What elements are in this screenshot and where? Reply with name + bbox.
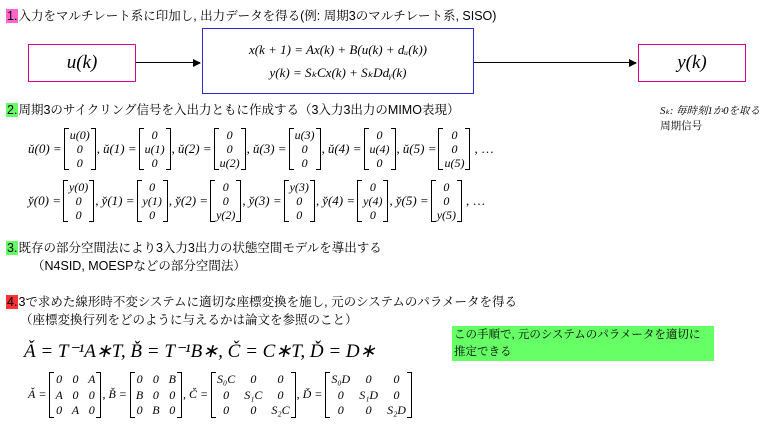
y-vector-3: y(3) 0 0 — [284, 180, 315, 222]
step-4-subtext: （座標変換行列をどのように与えるかは論文を参照のこと） — [20, 313, 358, 327]
u-item-3: ǔ(3) = u(3) 0 0 , — [252, 128, 325, 171]
y-item-4: y̌(4) = 0 y(4) 0 , — [322, 180, 393, 223]
matrix-label-B: B̌ = — [108, 387, 127, 402]
u-vector-5: 0 0 u(5) — [438, 128, 470, 170]
block-diagram — [6, 28, 762, 94]
y-item-0: y̌(0) = y(0) 0 0 , — [28, 180, 99, 223]
matrices-row: Ǎ = 0 0 A A 0 0 0 A 0 , B̌ = 0 0 B B 0 0 0 B 0 , Č = S₀C 0 0 0 S₁C 0 0 0 S₂C , Ď = S₀D 0 0 0 S₁D 0 0 0 S₂D — [28, 372, 412, 418]
y-item-2: y̌(2) = 0 0 y(2) , — [175, 180, 246, 223]
y-vector-2: 0 0 y(2) — [210, 180, 241, 222]
u-item-0: ǔ(0) = u(0) 0 0 , — [28, 128, 100, 171]
step-1-text: 入力をマルチレート系に印加し, 出力データを得る(例: 周期3のマルチレート系, SISO) — [18, 9, 497, 23]
arrow-input-to-system — [136, 62, 200, 63]
matrix-D: S₀D 0 0 0 S₁D 0 0 0 S₂D — [325, 372, 412, 418]
y-vector-5: 0 0 y(5) — [431, 180, 462, 222]
sk-note-line1: Sₖ: 毎時刻1か0を取る — [660, 106, 760, 117]
y-item-1: y̌(1) = 0 y(1) 0 , — [101, 180, 173, 223]
state-equation: x(k + 1) = Ax(k) + B(u(k) + dᵤ(k)) — [249, 41, 427, 57]
u-sequence-ellipsis: , … — [474, 141, 494, 157]
y-label-4: y̌(4) = — [322, 193, 356, 209]
y-vector-1: 0 y(1) 0 — [137, 180, 168, 222]
u-label-4: ǔ(4) = — [327, 141, 362, 157]
step-2-text: 周期3のサイクリング信号を入出力ともに作成する（3入力3出力のMIMO表現） — [18, 103, 460, 117]
y-item-5 — [396, 180, 462, 222]
u-label-3: ǔ(3) = — [252, 141, 287, 157]
y-label-3: y̌(3) = — [248, 193, 282, 209]
u-item-5 — [403, 128, 471, 170]
system-equation-box — [202, 28, 474, 94]
matrix-B: 0 0 B B 0 0 0 B 0 — [130, 372, 182, 418]
transform-equation: Ǎ = T⁻¹A∗T, B̌ = T⁻¹B∗, Č = C∗T, Ď = D∗ — [24, 341, 376, 362]
step-1 — [6, 6, 496, 24]
u-label-0: ǔ(0) = — [28, 141, 62, 157]
u-vector-1: 0 u(1) 0 — [139, 128, 171, 170]
u-vector-2: 0 0 u(2) — [214, 128, 246, 170]
input-box: u(k) — [28, 44, 136, 82]
y-sequence-ellipsis: , … — [466, 193, 486, 209]
y-label-5: y̌(5) = — [395, 193, 429, 209]
step-4-number: 4. — [7, 295, 18, 309]
conclusion-line2: 推定できる — [454, 345, 512, 358]
step-2 — [6, 100, 459, 118]
y-sequence-row — [28, 180, 486, 222]
output-equation: y(k) = SₖCx(k) + SₖDdᵧ(k) — [269, 64, 407, 80]
u-label-1: ǔ(1) = — [102, 141, 137, 157]
matrix-C: S₀C 0 0 0 S₁C 0 0 0 S₂C — [211, 372, 296, 418]
matrix-A: 0 0 A A 0 0 0 A 0 — [49, 372, 101, 418]
conclusion-line1: この手順で, 元のシステムのパラメータを適切に — [454, 329, 701, 341]
y-label-1: y̌(1) = — [101, 193, 135, 209]
sk-note — [660, 104, 760, 134]
u-vector-4: 0 u(4) 0 — [364, 128, 396, 170]
y-vector-0: y(0) 0 0 — [63, 180, 94, 222]
y-label-2: y̌(2) = — [175, 193, 209, 209]
step-3-number: 3. — [7, 241, 18, 255]
matrix-label-A: Ǎ = — [28, 387, 47, 402]
output-box: y(k) — [638, 44, 746, 82]
u-vector-0: u(0) 0 0 — [64, 128, 96, 170]
matrix-label-C: Č = — [188, 387, 209, 402]
y-label-0: y̌(0) = — [28, 193, 61, 209]
conclusion-highlight — [452, 326, 714, 361]
step-3 — [6, 238, 382, 256]
step-3-subtext: （N4SID, MOESPなどの部分空間法） — [32, 259, 246, 273]
step-3-text: 既存の部分空間法により3入力3出力の状態空間モデルを導出する — [18, 241, 382, 255]
u-vector-3: u(3) 0 0 — [289, 128, 321, 170]
step-2-number: 2. — [7, 103, 18, 117]
arrow-system-to-output — [474, 62, 636, 63]
u-item-2: ǔ(2) = 0 0 u(2) , — [177, 128, 250, 171]
u-label-5: ǔ(5) = — [402, 141, 437, 157]
u-label-2: ǔ(2) = — [177, 141, 212, 157]
step-4-text: 3で求めた線形時不変システムに適切な座標変換を施し, 元のシステムのパラメータを得る — [18, 295, 517, 309]
y-item-3: y̌(3) = y(3) 0 0 , — [248, 180, 320, 223]
y-vector-4: 0 y(4) 0 — [357, 180, 388, 222]
u-item-1: ǔ(1) = 0 u(1) 0 , — [102, 128, 175, 171]
matrix-label-D: Ď = — [302, 387, 323, 402]
u-sequence-row — [28, 128, 494, 170]
sk-note-line2: 周期信号 — [660, 120, 703, 133]
u-item-4: ǔ(4) = 0 u(4) 0 , — [327, 128, 400, 171]
step-1-number: 1. — [7, 9, 18, 23]
step-4 — [6, 292, 517, 310]
